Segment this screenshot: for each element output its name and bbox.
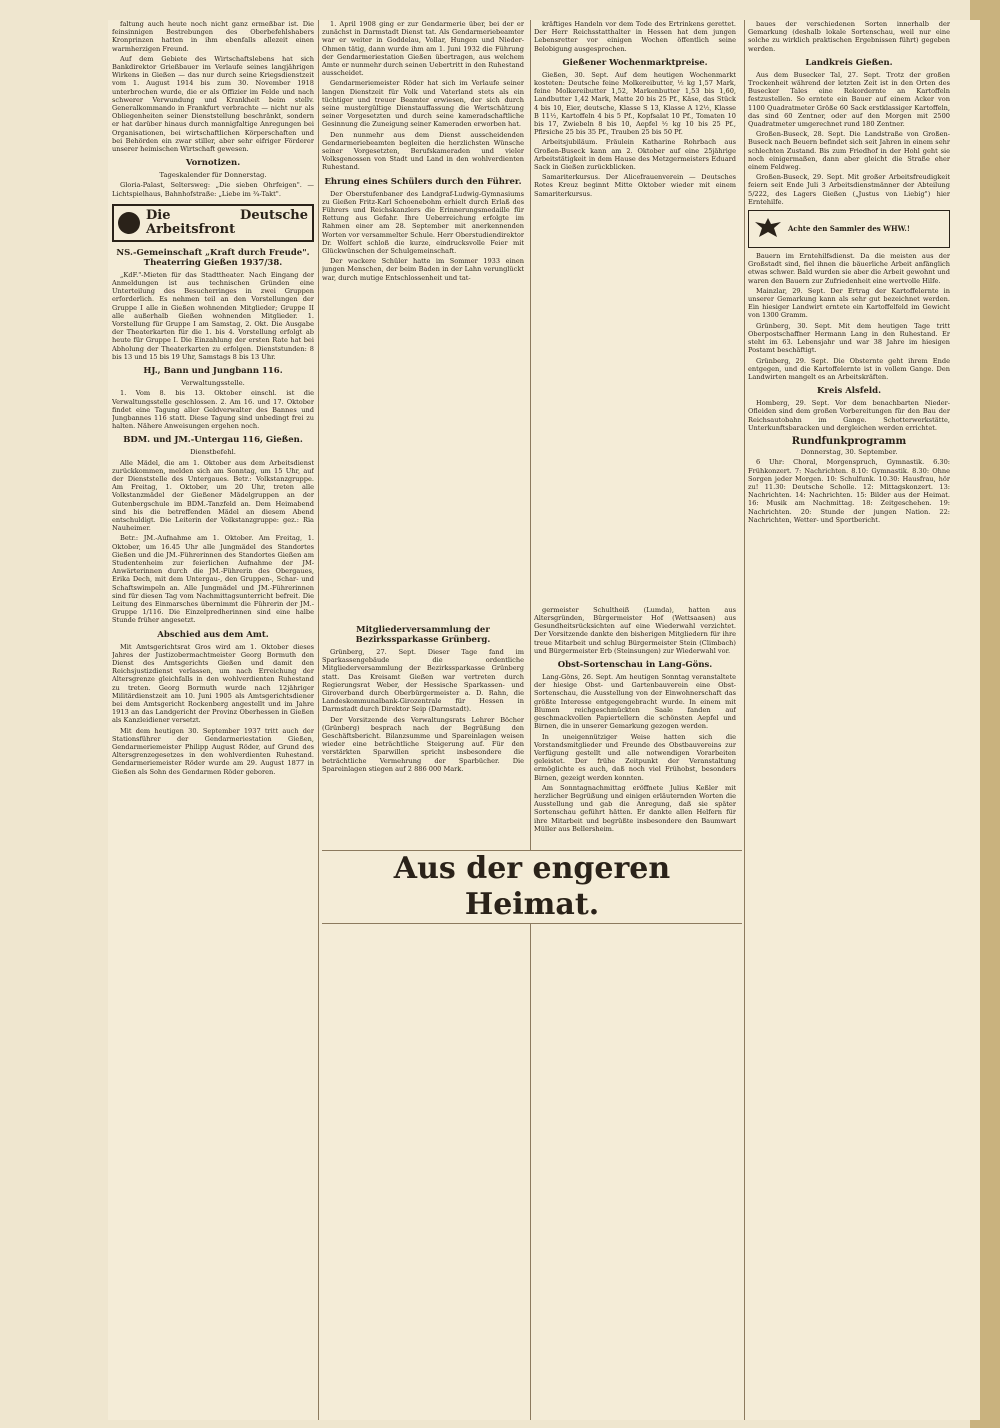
paragraph: Alle Mädel, die am 1. Oktober aus dem Arbeitsdienst zurückkommen, melden sich am Sonntag, um 15 Uhr, auf der Dienststelle des Untergaues. Betr.: Volkstanzgruppe. Am Freitag, 1. Oktober, um 20 Uhr, treten alle Volkstanzmädel der Gießener Mädelgruppen an der Gutenbergschule im BDM.-Tanzfeld an. Dem Heimabend sind bis die betreffenden Mädel an diesem Abend entschuldigt. Die Leiterin der Volkstanzgruppe: gez.: Ria Nauheimer. (112, 458, 314, 533)
paragraph: Gendarmeriemeister Röder hat sich im Verlaufe seiner langen Dienstzeit für Volk und Vaterland stets als ein tüchtiger und treuer Beamter erwiesen, der sich durch seine mustergültige Dienstauffassung die Wertschätzung seiner Vorgesetzten und durch seine kameradschaftliche Gesinnung die Zuneigung seiner Kameraden erworben hat. (322, 79, 524, 129)
paragraph: Aus dem Busecker Tal, 27. Sept. Trotz der großen Trockenheit während der letzten Zeit ist in den Orten des Busecker Tales eine Rekordernte an Kartoffeln festzustellen. So erntete ein Bauer auf einem Acker von 1100 Quadratmeter Größe 60 Sack erstklassiger Kartoffeln, das sind 60 Zentner, oder auf den Morgen mit 2500 Quadratmeter umgerechnet rund 180 Zentner. (748, 70, 950, 129)
paragraph: germeister Schultheiß (Lumda), hatten aus Altersgründen, Bürgermeister Hof (Wettsaasen) aus Gesundheitsrücksichten auf eine Wiederwahl verzichtet. Der Vorsitzende dankte den bisherigen Mitgliedern für ihre treue Mitarbeit und schlug Bürgermeister Stein (Climbach) und Bürgermeister Erb (Steinsungen) zur Wiederwahl vor. (534, 605, 736, 655)
heading-ehrung: Ehrung eines Schülers durch den Führer. (324, 176, 522, 187)
subheading: Tageskalender für Donnerstag. (159, 171, 267, 180)
paragraph: Grünberg, 30. Sept. Mit dem heutigen Tage tritt Oberpostschaffner Hermann Lang in den Ruhestand. Er steht im 63. Lebensjahr und war 38 Jahre im hiesigen Postamt beschäftigt. (748, 321, 950, 355)
paragraph: Lang-Göns, 26. Sept. Am heutigen Sonntag veranstaltete der hiesige Obst- und Gartenbauverein eine Obst-Sortenschau, die Ausstellung von der Einwohnerschaft das größte Interesse entgegengebracht wurde. In einem mit Blumen reichgeschmückten Saale fanden auf geschmackvollen Papiertellern die schönsten Aepfel und Birnen, die in unserer Gemarkung gezogen werden. (534, 673, 736, 731)
paragraph: Mit Amtsgerichtsrat Gros wird am 1. Oktober dieses Jahres der Justizobermachtmeister Georg Bormuth den Dienst des Amtsgerichts Gießen und damit den Reichsjustizdienst verlassen, um nach Erreichung der Altersgrenze gleichfalls in den wohlverdienten Ruhestand zu treten. Georg Bormuth wurde nach 12jähriger Militärdienstzeit am 10. Juni 1905 als Amtsgerichtsdiener bei dem Amtsgericht Rockenberg angestellt und im Jahre 1913 an das Landgericht der Provinz Oberhessen in Gießen als Kanzleidiener versetzt. (112, 642, 314, 725)
paragraph: baues der verschiedenen Sorten innerhalb der Gemarkung (deshalb lokale Sortenschau, weil nur eine solche zu wirklich praktischen Ergebnissen führt) gegeben werden. (748, 20, 950, 53)
column-1 (112, 20, 314, 1420)
cog-emblem-icon (118, 212, 140, 234)
paragraph: Der Vorsitzende des Verwaltungsrats Lehrer Böcher (Grünberg) besprach nach der Begrüßung den Geschäftsbericht. Bilanzsumme und Spareinlagen weisen wieder eine beträchtliche Steigerung auf. Für den verstärkten Sparwillen spricht insbesondere die beträchtliche Vermehrung der Sparbücher. Die Spareinlagen stiegen auf 2 886 000 Mark. (322, 715, 524, 773)
eagle-icon (753, 215, 783, 243)
paragraph: 1. Vom 8. bis 13. Oktober einschl. ist die Verwaltungsstelle geschlossen. 2. Am 16. und 17. Oktober findet eine Tagung aller Geldverwalter des Bannes und Jungbannes 116 statt. Diese Tagung sind unbedingt frei zu halten. Nähere Anweisungen ergehen noch. (112, 389, 314, 431)
heading-vornotizen: Vornotizen. (185, 158, 241, 169)
paragraph: Der wackere Schüler hatte im Sommer 1933 einen jungen Menschen, der beim Baden in der Lahn verunglückt war, durch mutige Entschlossenheit und tat- (322, 257, 524, 282)
subheading: Verwaltungsstelle. (181, 379, 245, 388)
column-4 (748, 20, 950, 1420)
column-rule (744, 20, 745, 1420)
paragraph: „KdF."-Mieten für das Stadttheater. Nach Eingang der Anmeldungen ist aus technischen Gründen eine Unterteilung des Besucherringes in zwei Gruppen erforderlich. Es nehmen teil an den Vorstellungen der Gruppe I alle in Gießen wohnenden Mitglieder; Gruppe II alle außerhalb Gießen wohnenden Mitglieder. 1. Vorstellung für Gruppe I am Samstag, 2. Okt. Die Ausgabe der Theaterkarten für die 1. bis 4. Vorstellung erfolgt ab heute für Gruppe I. Die Einzahlung der ersten Rate hat bei Abholung der Theaterkarten zu erfolgen. Dienststunden: 8 bis 13 und 15 bis 19 Uhr, Samstags 8 bis 13 Uhr. (112, 270, 314, 361)
subheading: Donnerstag, 30. September. (800, 448, 898, 457)
column-3 (534, 20, 736, 1420)
whw-box (748, 210, 950, 248)
paragraph: Gloria-Palast, Seltersweg: „Die sieben Ohrfeigen". — Lichtspielhaus, Bahnhofstraße: „Liebe im ¾-Takt". (112, 181, 314, 198)
paragraph: Bauern im Erntehilfsdienst. Da die meisten aus der Großstadt sind, fiel ihnen die bäuerliche Arbeit anfänglich etwas schwer. Bald wurden sie aber die Arbeit gewohnt und waren den Bauern zur Zufriedenheit eine wertvolle Hilfe. (748, 252, 950, 285)
heading-rundfunk: Rundfunkprogramm (791, 435, 907, 447)
paragraph: 6 Uhr: Choral, Morgenspruch, Gymnastik. 6.30: Frühkonzert. 7: Nachrichten. 8.10: Gymnastik. 8.30: Ohne Sorgen jeder Morgen. 10: Schulfunk. 10.30: Hausfrau, hör zu! 11.30: Deutsche Scholle. 12: Mittagskonzert. 13: Nachrichten. 14: Nachrichten. 15: Bilder aus der Heimat. 16: Musik am Nachmittag. 18: Zeitgeschehen. 19: Nachrichten. 20: Stunde der jungen Nation. 22: Nachrichten, Wetter- und Sportbericht. (748, 458, 950, 524)
column-2 (322, 20, 524, 1420)
heading-abschied: Abschied aus dem Amt. (157, 629, 269, 640)
paragraph: Den nunmehr aus dem Dienst ausscheidenden Gendarmeriebeamten begleiten die herzlichsten Wünsche seiner Vorgesetzten, Berufskameraden und vieler Volksgenossen von Stadt und Land in den wohlverdienten Ruhestand. (322, 130, 524, 172)
heading-landkreis: Landkreis Gießen. (805, 57, 893, 68)
paragraph: Homberg, 29. Sept. Vor dem benachbarten Nieder-Ofleiden sind dem großen Vorbereitungen für den Bau der Reichsautobahn im Gange. Schotterwerkstätte, Unterkunftsbaracken und dergleichen werden errichtet. (748, 399, 950, 432)
paragraph: Betr.: JM.-Aufnahme am 1. Oktober. Am Freitag, 1. Oktober, um 16.45 Uhr alle Jungmädel des Standortes Gießen und die JM.-Führerinnen des Standortes Gießen am Studentenheim zur feierlichen Aufnahme der JM-Anwärterinnen durch die JM.-Führerin des Obergaues, Erika Dech, mit dem Untergau-, den Gruppen-, Schar- und Schaftswimpeln an. Alle Jungmädel und JM.-Führerinnen sind für diesen Tag vom Nachmittagsunterricht befreit. Die Leitung des Einmarsches übernimmt die Führerin der JM.-Gruppe 1/116. Die Einzelpredherinnen sind eine halbe Stunde früher angesetzt. (112, 534, 314, 625)
heading-hj: HJ., Bann und Jungbann 116. (143, 366, 283, 377)
paragraph: Auf dem Gebiete des Wirtschaftslebens hat sich Bankdirektor Grießbauer im Verlaufe seines langjährigen Wirkens in Gießen — das nur durch seine Kriegsdienstzeit vom 1. August 1914 bis zum 30. November 1918 unterbrochen wurde, die er als Offizier im Felde und nach schwerer Verwundung und Krankheit beim stellv. Generalkommando in Frankfurt verbrachte — nicht nur als Obliegenheiten seiner Dienststellung beschränkt, sondern er hat darüber hinaus durch mannigfaltige Anregungen bei Organisationen, bei wirtschaftlichen Körperschaften und bei Behörden ein zwar stiller, aber sehr eifriger Förderer unserer heimischen Wirtschaft gewesen. (112, 54, 314, 154)
subheading: Dienstbefehl. (190, 448, 236, 457)
paragraph: kräftiges Handeln vor dem Tode des Ertrinkens gerettet. Der Herr Reichsstatthalter in Hessen hat dem jungen Lebensretter vor einigen Wochen öffentlich seine Belobigung ausgesprochen. (534, 20, 736, 53)
heading-kdf: NS.-Gemeinschaft „Kraft durch Freude". Theaterring Gießen 1937/38. (116, 247, 310, 268)
whw-text: Achte den Sammler des WHW.! (788, 223, 910, 233)
heading-bdm: BDM. und JM.-Untergau 116, Gießen. (123, 435, 303, 446)
paragraph: Großen-Buseck, 28. Sept. Die Landstraße von Großen-Buseck nach Beuern befindet sich seit Jahren in einem sehr schlechten Zustand. Bis zum Friedhof in der Hohl geht sie noch einigermaßen, dann aber gleicht die Straße eher einem Feldweg. (748, 130, 950, 172)
paragraph: Grünberg, 29. Sept. Die Obsternte geht ihrem Ende entgegen, und die Kartoffelernte ist in vollem Gange. Den Landwirten mangelt es an Arbeitskräften. (748, 356, 950, 381)
daf-box (112, 204, 314, 242)
paragraph: 1. April 1908 ging er zur Gendarmerie über, bei der er zunächst in Darmstadt Dienst tat. Als Gendarmeriebeamter war er weiter in Goddelau, Vollar, Hungen und Nieder-Ohmen tätig, dann wurde ihm am 1. Juni 1932 die Führung der Gendarmeriestation Gießen übertragen, aus welchem Amte er nunmehr durch seinen Uebertritt in den Ruhestand ausscheidet. (322, 20, 524, 78)
paragraph: Der Oberstufenbaner des Landgraf-Ludwig-Gymnasiums zu Gießen Fritz-Karl Schoenebohm erhielt durch Erlaß des Führers und Reichskanzlers die Erinnerungsmedaille für Rettung aus Gefahr. Ihre Ueberreichung erfolgte im Rahmen einer am 28. September mit anerkennenden Worten vor versammelter Schule. Herr Oberstudiendirektor Dr. Wolfert schloß die kurze, eindrucksvolle Feier mit Glückwünschen der Schulgemeinschaft. (322, 189, 524, 256)
column-rule (318, 20, 319, 1420)
heading-alsfeld: Kreis Alsfeld. (816, 386, 882, 397)
section-banner: Aus der engeren Heimat. (322, 850, 742, 924)
column-rule (530, 20, 531, 1420)
paragraph: Mit dem heutigen 30. September 1937 tritt auch der Stationsführer der Gendarmeriestation Gießen, Gendarmeriemeister Philipp August Röder, auf Grund des Altersgrenzegesetzes in den wohlverdienten Ruhestand. Gendarmeriemeister Röder wurde am 29. August 1877 in Gießen als Sohn des Gendarmen Röder geboren. (112, 726, 314, 776)
paragraph: Gießen, 30. Sept. Auf dem heutigen Wochenmarkt kosteten: Deutsche feine Molkereibutter, ½ kg 1,57 Mark, feine Molkereibutter 1,52, Markenbutter 1,53 bis 1,60, Landbutter 1,42 Mark, Matte 20 bis 25 Pf., Käse, das Stück 4 bis 10, Eier, deutsche, Klasse S 13, Klasse A 12½, Klasse B 11½, Kartoffeln 4 bis 5 Pf., Kopfsalat 10 Pf., Tomaten 10 bis 17, Zwiebeln 8 bis 10, Aepfel ½ kg 10 bis 25 Pf., Pfirsiche 25 bis 35 Pf., Trauben 25 bis 50 Pf. (534, 70, 736, 137)
paragraph: Samariterkursus. Der Alicefrauenverein — Deutsches Rotes Kreuz beginnt Mitte Oktober wieder mit einem Samariterkursus. (534, 173, 736, 198)
heading-mitglieder: Mitgliederversammlung der Bezirkssparkasse Grünberg. (355, 624, 491, 645)
heading-obst: Obst-Sortenschau in Lang-Göns. (557, 660, 713, 671)
paragraph: Grünberg, 27. Sept. Dieser Tage fand im Sparkassengebäude die ordentliche Mitgliederversammlung der Bezirkssparkasse Grünberg statt. Das Kreisamt Gießen war vertreten durch Regierungsrat Weber, der Hessische Sparkassen- und Giroverband durch Oberbürgermeister a. D. Rahn, die Landeskommunalbank-Girozentrale für Hessen in Darmstadt durch Direktor Seip (Darmstadt). (322, 647, 524, 714)
paragraph: faltung auch heute noch nicht ganz ermeßbar ist. Die feinsinnigen Bestrebungen des Oberbefehlshabers Kronprinzen hatten in ihm ebenfalls allezeit einen warmherzigen Freund. (112, 20, 314, 53)
paragraph: In uneigennütziger Weise hatten sich die Vorstandsmitglieder und Freunde des Obstbauvereins zur Verfügung gestellt und alle notwendigen Vorarbeiten geleistet. Der frühe Zeitpunkt der Veranstaltung ermöglichte es auch, daß noch viel Frühobst, besonders Birnen, gezeigt werden konnten. (534, 732, 736, 782)
daf-title: Die Deutsche Arbeitsfront (146, 207, 308, 237)
paragraph: Mainzlar, 29. Sept. Der Ertrag der Kartoffelernte in unserer Gemarkung kann als sehr gut bezeichnet werden. Ein hiesiger Landwirt erntete ein Kartoffelfeld im Gewicht von 1300 Gramm. (748, 286, 950, 320)
paragraph: Arbeitsjubiläum. Fräulein Katharine Rohrbach aus Großen-Buseck kann am 2. Oktober auf eine 25jährige Arbeitstätigkeit in dem Hause des Metzgermeisters Eduard Sack in Gießen zurückblicken. (534, 138, 736, 172)
paragraph: Großen-Buseck, 29. Sept. Mit großer Arbeitsfreudigkeit feiern seit Ende Juli 3 Arbeitsdienstmänner der Abteilung 5/222, des Lagers Gießen („Justus von Liebig") hier Erntehilfe. (748, 173, 950, 206)
heading-markt: Gießener Wochenmarktpreise. (562, 57, 708, 68)
newspaper-page (108, 20, 980, 1420)
paragraph: Am Sonntagnachmittag eröffnete Julius Keßler mit herzlicher Begrüßung und einigen erläuternden Worten die Ausstellung und gab die Anregung, daß sie später Sortenschau geführt hätten. Er dankte allen Helfern für ihre Mitarbeit und begrüßte insbesondere den Baumwart Müller aus Bellersheim. (534, 783, 736, 833)
